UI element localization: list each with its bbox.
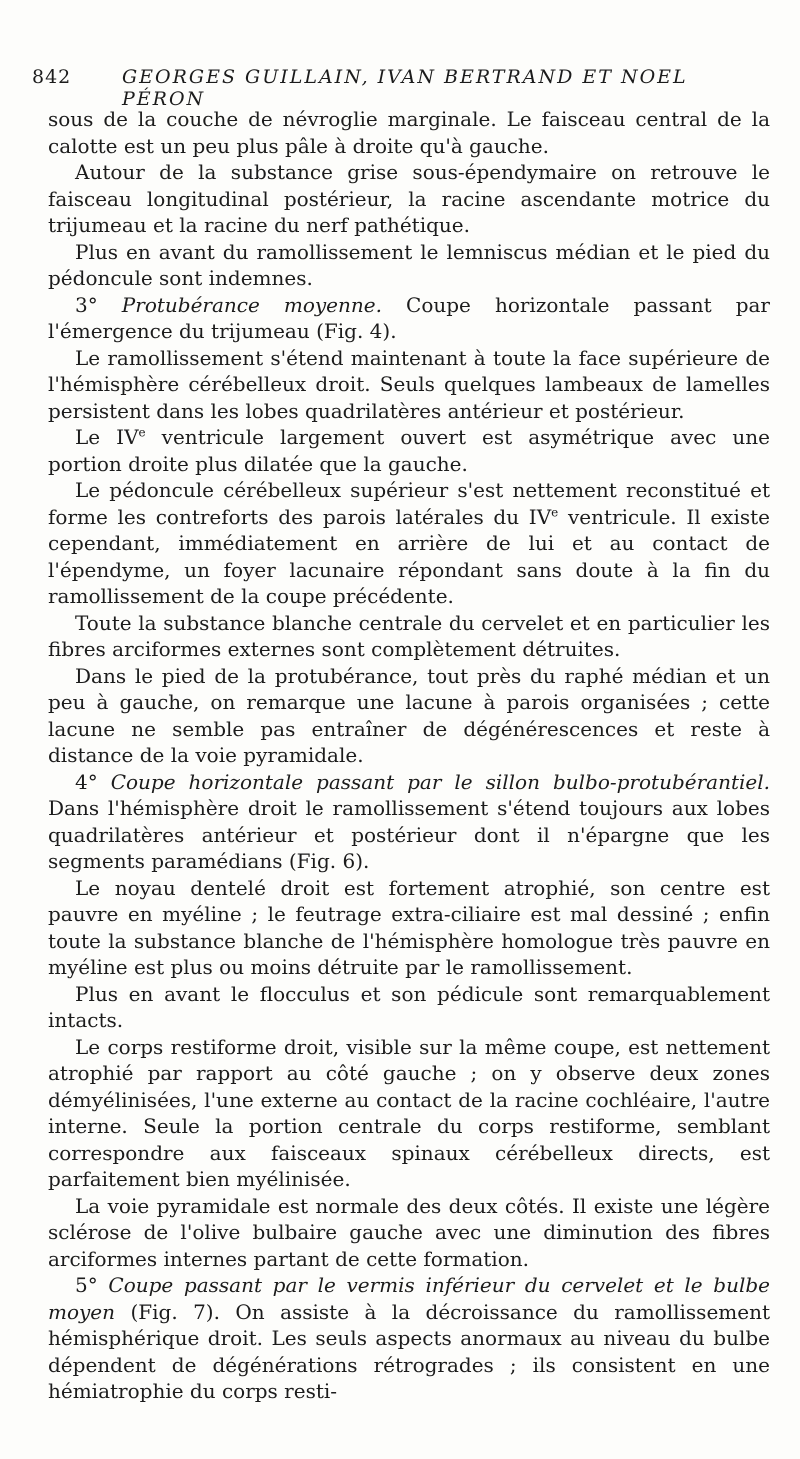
- paragraph-9: [48, 663, 770, 769]
- paragraph-text: Plus en avant du ramollissement le lemniscus médian et le pied du pédoncule sont indemnes.: [48, 239, 770, 290]
- section-number: 5°: [75, 1273, 109, 1297]
- section-number: 4°: [75, 769, 111, 794]
- paragraph-text: La voie pyramidale est normale des deux côtés. Il existe une légère sclérose de l'olive bulbaire gauche avec une diminution des fibres arciformes internes partant de cette formation.: [48, 1193, 770, 1271]
- body-text: [48, 106, 770, 1405]
- section-number: 3°: [75, 292, 122, 317]
- section-title: Coupe passant par le vermis inférieur du cervelet et le bulbe moyen: [48, 1273, 770, 1324]
- page-number: 842: [32, 66, 72, 88]
- paragraph-text: Le noyau dentelé droit est fortement atrophié, son centre est pauvre en myéline ; le feutrage extra-ciliaire est mal dessiné ; enfin toute la substance blanche de l'hémisphère homologue très pauvre en myéline est plus ou moins détruite par le ramollissement.: [48, 875, 770, 979]
- paragraph-6: [48, 424, 770, 477]
- paragraph-8: [48, 610, 770, 663]
- paragraph-2: [48, 159, 770, 239]
- paragraph-1: [48, 106, 770, 159]
- paragraph-text: Toute la substance blanche centrale du cervelet et en particulier les fibres arciformes externes sont complètement détruites.: [48, 610, 770, 661]
- section-title: Coupe horizontale passant par le sillon bulbo-protubérantiel.: [110, 769, 770, 794]
- paragraph-13: [48, 1034, 770, 1193]
- section-heading-3: [48, 292, 770, 345]
- paragraph-7: [48, 477, 770, 610]
- paragraph-text-end: ventricule largement ouvert est asymétrique avec une portion droite plus dilatée que la gauche.: [48, 425, 770, 476]
- section-heading-4: [48, 769, 770, 875]
- paragraph-text: Autour de la substance grise sous-épendymaire on retrouve le faisceau longitudinal postérieur, la racine ascendante motrice du trijumeau et la racine du nerf pathétique.: [48, 160, 770, 237]
- paragraph-text: Plus en avant le flocculus et son pédicule sont remarquablement intacts.: [48, 981, 770, 1032]
- page-header: [32, 66, 772, 110]
- paragraph-text-end: ventricule. Il existe cependant, immédiatement en arrière de lui et au contact de l'épendyme, un foyer lacunaire répondant sans doute à la fin du ramollissement de la coupe précédente.: [48, 504, 770, 608]
- paragraph-text: Dans le pied de la protubérance, tout près du raphé médian et un peu à gauche, on remarque une lacune à parois organisées ; cette lacune ne semble pas entraîner de dégénérescences et reste à distance de la voie pyramidale.: [48, 663, 770, 767]
- paragraph-12: [48, 981, 770, 1034]
- paragraph-11: [48, 875, 770, 981]
- paragraph-text: Le corps restiforme droit, visible sur la même coupe, est nettement atrophié par rapport au côté gauche ; on y observe deux zones démyélinisées, l'une externe au contact de la racine cochléaire, l'autre interne. Seule la portion centrale du corps restiforme, semblant correspondre aux faisceaux spinaux cérébelleux directs, est parfaitement bien myélinisée.: [48, 1034, 770, 1191]
- paragraph-text: sous de la couche de névroglie marginale. Le faisceau central de la calotte est un peu plus pâle à droite qu'à gauche.: [48, 107, 770, 158]
- section-title: Protubérance moyenne.: [121, 292, 382, 317]
- paragraph-text: Le ramollissement s'étend maintenant à toute la face supérieure de l'hémisphère cérébelleux droit. Seuls quelques lambeaux de lamelles persistent dans les lobes quadrilatères antérieur et postérieur.: [48, 345, 770, 423]
- paragraph-5: [48, 345, 770, 425]
- superscript: e: [551, 504, 559, 519]
- superscript: e: [138, 425, 146, 440]
- paragraph-14: [48, 1193, 770, 1273]
- paragraph-text: Coupe horizontale passant par l'émergence du trijumeau (Fig. 4).: [48, 292, 770, 343]
- section-heading-5: [48, 1272, 770, 1405]
- paragraph-3: [48, 239, 770, 292]
- paragraph-text-start: Le pédoncule cérébelleux supérieur s'est nettement reconstitué et forme les contreforts des parois latérales du IV: [48, 478, 770, 529]
- running-title: GEORGES GUILLAIN, IVAN BERTRAND ET NOEL PÉRON: [122, 66, 688, 110]
- paragraph-text: (Fig. 7). On assiste à la décroissance du ramollissement hémisphérique droit. Les seuls aspects anormaux au niveau du bulbe dépendent de dégénérations rétrogrades ; ils consistent en une hémiatrophie du corps resti-: [48, 1299, 770, 1403]
- paragraph-text: Dans l'hémisphère droit le ramollissement s'étend toujours aux lobes quadrilatères antérieur et postérieur dont il n'épargne que les segments paramédians (Fig. 6).: [48, 796, 770, 873]
- paragraph-text-start: Le IV: [75, 425, 139, 449]
